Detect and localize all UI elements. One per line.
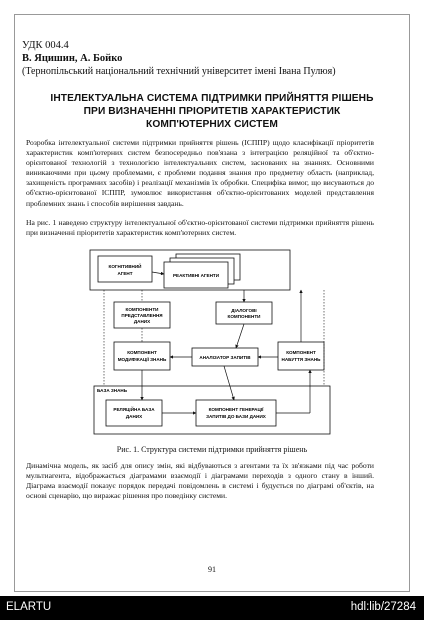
reactive-agents-label: РЕАКТИВНІ АГЕНТИ <box>172 273 220 278</box>
representation-label-1: КОМПОНЕНТИ <box>125 307 159 312</box>
page-number: 91 <box>208 565 216 574</box>
acquisition-label-1: КОМПОНЕНТ <box>286 350 316 355</box>
query-generation-label-2: ЗАПИТІВ ДО БАЗИ ДАНИХ <box>206 414 266 419</box>
relational-db-label-1: РЕЛЯЦІЙНА БАЗА <box>113 407 155 412</box>
cognitive-agent-box <box>98 256 152 282</box>
affiliation: (Тернопільський національний технічний університет імені Івана Пулюя) <box>22 66 336 77</box>
representation-label-2: ПРЕДСТАВЛЕННЯ <box>121 313 163 318</box>
cognitive-agent-label-2: АГЕНТ <box>117 271 133 276</box>
handle-id: hdl:lib/27284 <box>350 601 416 613</box>
system-structure-diagram <box>84 244 340 440</box>
knowledge-base-label: БАЗА ЗНАНЬ <box>97 388 128 393</box>
query-generation-label-1: КОМПОНЕНТ ГЕНЕРАЦІЇ <box>208 407 264 412</box>
cognitive-agent-label: КОГНІТИВНИЙ <box>108 264 142 269</box>
query-analyzer-label: АНАЛІЗАТОР ЗАПИТІВ <box>199 355 251 360</box>
paragraph-figure-ref: На рис. 1 наведено структуру інтелектуальної об'єктно-орієнтованої системи підтримки прийняття рішень при визначенні пріоритетів характеристик комп'ютерних систем. <box>26 218 374 238</box>
authors: В. Яцишин, А. Бойко <box>22 53 123 64</box>
dialog-label-2: КОМПОНЕНТИ <box>227 314 261 319</box>
footer-bar <box>0 596 424 620</box>
acquisition-label-2: НАБУТТЯ ЗНАНЬ <box>281 357 321 362</box>
udk-code: УДК 004.4 <box>22 40 69 51</box>
figure-caption: Рис. 1. Структура системи підтримки прийняття рішень <box>116 445 308 454</box>
knowledge-acquisition-box <box>278 342 324 370</box>
paragraph-intro: Розробка інтелектуальної системи підтримки прийняття рішень (ІСППР) щодо класифікації пріоритетів характеристик комп'ютерних систем безпосередньо пов'язана з інтеграцією реляційної та об'єктно-орієнтованої технологій з технологією інтелектуальних систем, заснованих на знаннях. Основними виникаючими при цьому проблемами, є проблеми подання знання про предметну область (наприклад, захищеність програмних засобів) і реалізації механізмів їх обробки. Специфіка вимог, що висуваються до об'єктно-орієнтованої ІСППР, зумовлює використання об'єктно-орієнтованих моделей представлення проблемних знань і способів вирішення завдань. <box>26 138 374 208</box>
paper-title: ІНТЕЛЕКТУАЛЬНА СИСТЕМА ПІДТРИМКИ ПРИЙНЯТТЯ РІШЕНЬ ПРИ ВИЗНАЧЕННІ ПРІОРИТЕТІВ ХАРАКТЕРИСТИК КОМП'ЮТЕРНИХ СИСТЕМ <box>50 93 374 130</box>
relational-db-box <box>106 400 162 426</box>
modification-label-1: КОМПОНЕНТ <box>127 350 157 355</box>
dialog-components-box <box>216 302 272 324</box>
relational-db-label-2: ДАНИХ <box>125 414 143 419</box>
dialog-label-1: ДІАЛОГОВІ <box>231 308 257 313</box>
repository-name: ELARTU <box>6 601 52 613</box>
knowledge-modification-box <box>114 342 170 370</box>
modification-label-2: МОДИФІКАЦІЇ ЗНАНЬ <box>117 357 167 362</box>
paragraph-dynamic-model: Динамічна модель, як засіб для опису змін, які відбуваються з агентами та їх зв'язками під час роботи мультиагента, відображається діаграмами взаємодії і діаграмами переходів з одного стану в інший. Діаграма взаємодії показує порядок передачі повідомлень в системі і будується по діаграмі об'єктів, на основі сценарію, що виражає рішення про поведінку системи. <box>26 461 374 501</box>
representation-label-3: ДАНИХ <box>133 319 151 324</box>
query-generation-box <box>196 400 276 426</box>
